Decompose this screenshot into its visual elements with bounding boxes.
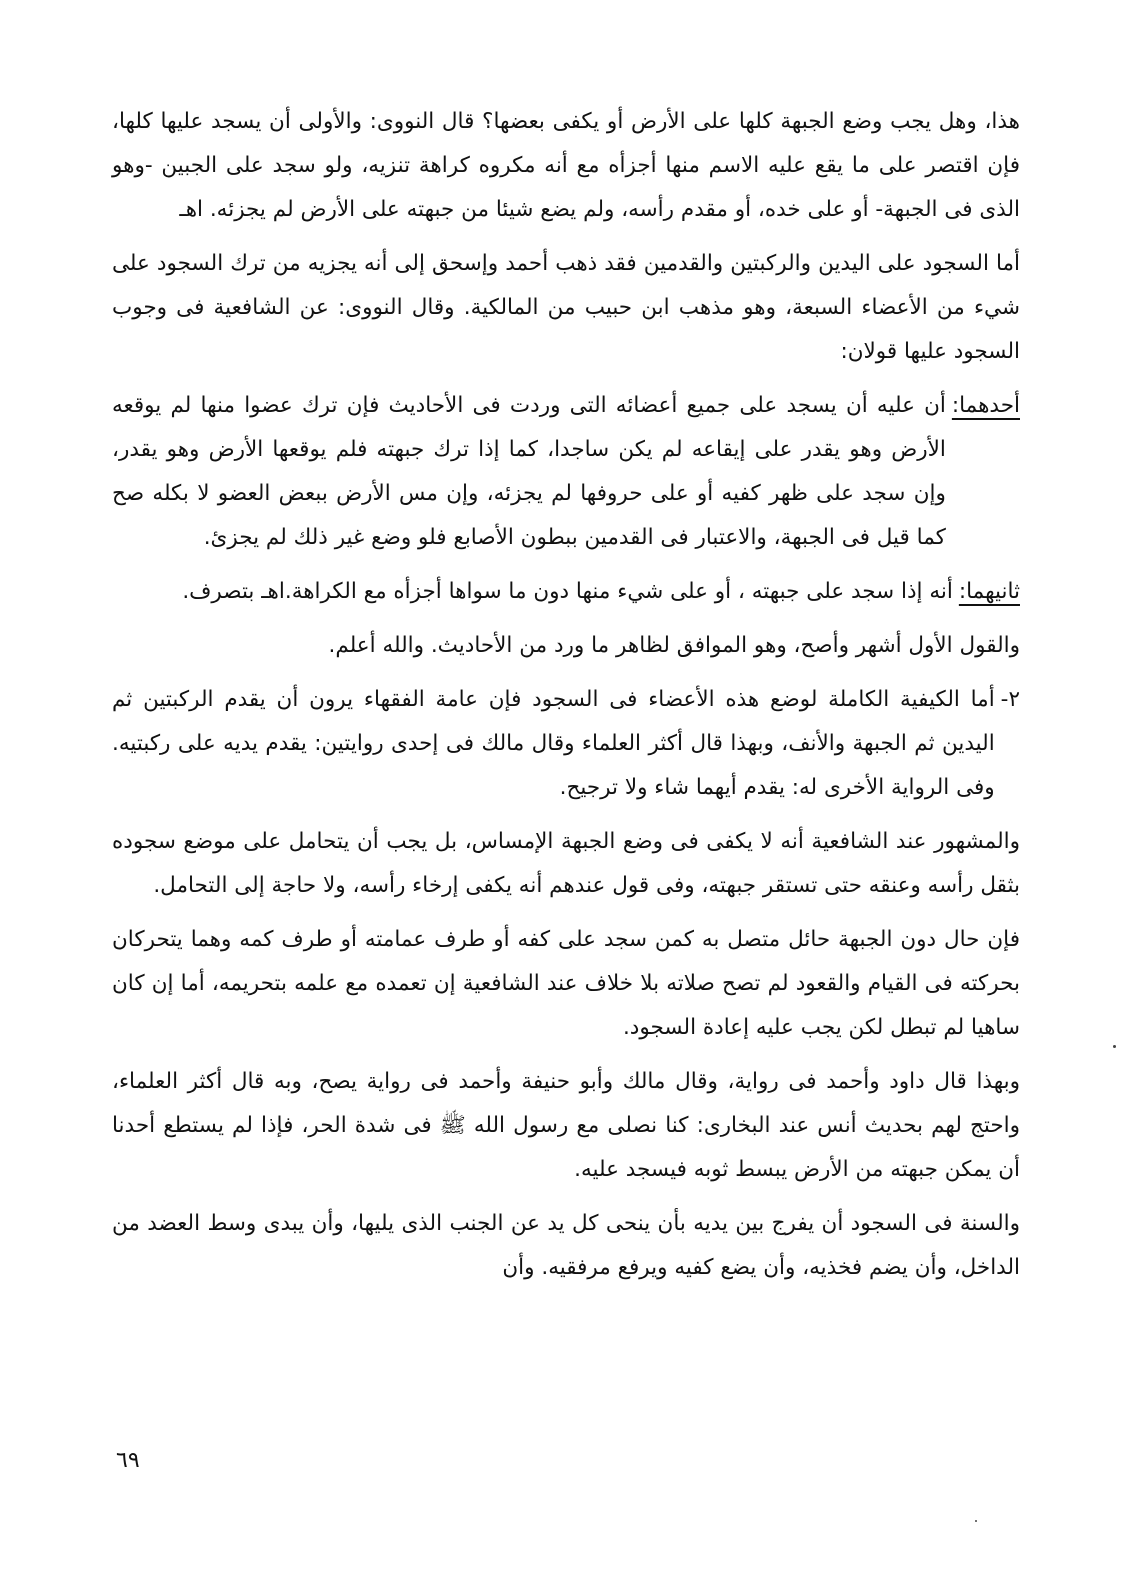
numbered-point-2 xyxy=(112,678,1020,810)
scan-speck xyxy=(1113,1045,1116,1048)
opinion-second xyxy=(112,570,1020,614)
paragraph-barrier: فإن حال دون الجبهة حائل متصل به كمن سجد على كفه أو طرف عمامته أو طرف كمه وهما يتحركان بحركته فى القيام والقعود لم تصح صلاته بلا خلاف عند الشافعية إن تعمده مع علمه بتحريمه، أما إن كان ساهيا لم تبطل لكن يجب عليه إعادة السجود. xyxy=(112,927,1020,1040)
page-body xyxy=(112,100,1020,1300)
page-number: ٦٩ xyxy=(116,1448,140,1473)
opinion-first xyxy=(112,384,1020,560)
paragraph-sunnah: والسنة فى السجود أن يفرج بين يديه بأن ينحى كل يد عن الجنب الذى يليها، وأن يبدى وسط العضد من الداخل، وأن يضم فخذيه، وأن يضع كفيه ويرفع مرفقيه. وأن xyxy=(112,1211,1020,1280)
paragraph-conclusion: والقول الأول أشهر وأصح، وهو الموافق لظاهر ما ورد من الأحاديث. والله أعلم. xyxy=(328,633,1020,658)
numbered-point-2-marker: ٢- xyxy=(1000,687,1020,712)
opinion-first-text: أن عليه أن يسجد على جميع أعضائه التى وردت فى الأحاديث فإن ترك عضوا منها لم يوقعه الأرض وهو يقدر على إيقاعه لم يكن ساجدا، كما إذا ترك جبهته فلم يوقعها الأرض وهو يقدر، وإن سجد على ظهر كفيه أو على حروفها لم يجزئه، وإن مس الأرض ببعض العضو لا بكله صح كما قيل فى الجبهة، والاعتبار فى القدمين ببطون الأصابع فلو وضع غير ذلك لم يجزئ. xyxy=(112,393,946,550)
paragraph-hadith: وبهذا قال داود وأحمد فى رواية، وقال مالك وأبو حنيفة وأحمد فى رواية يصح، وبه قال أكثر العلماء، واحتج لهم بحديث أنس عند البخارى: كنا نصلى مع رسول الله ﷺ فى شدة الحر، فإذا لم يستطع أحدنا أن يمكن جبهته من الأرض يبسط ثوبه فيسجد عليه. xyxy=(112,1069,1020,1182)
opinion-first-marker xyxy=(946,384,1020,560)
paragraph-limbs: أما السجود على اليدين والركبتين والقدمين فقد ذهب أحمد وإسحق إلى أنه يجزيه من ترك السجود على شيء من الأعضاء السبعة، وهو مذهب ابن حبيب من المالكية. وقال النووى: عن الشافعية فى وجوب السجود عليها قولان: xyxy=(112,251,1020,364)
opinion-second-text: أنه إذا سجد على جبهته ، أو على شيء منها دون ما سواها أجزأه مع الكراهة.اهـ بتصرف. xyxy=(182,579,953,604)
scan-speck xyxy=(975,1520,977,1522)
paragraph-forehead: هذا، وهل يجب وضع الجبهة كلها على الأرض أو يكفى بعضها؟ قال النووى: والأولى أن يسجد عليها كلها، فإن اقتصر على ما يقع عليه الاسم منها أجزأه مع أنه مكروه كراهة تنزيه، ولو سجد على الجبين -وهو الذى فى الجبهة- أو على خده، أو مقدم رأسه، ولم يضع شيئا من جبهته على الأرض لم يجزئه. اهـ xyxy=(112,109,1020,222)
paragraph-shafii: والمشهور عند الشافعية أنه لا يكفى فى وضع الجبهة الإمساس، بل يجب أن يتحامل على موضع سجوده بثقل رأسه وعنقه حتى تستقر جبهته، وفى قول عندهم أنه يكفى إرخاء رأسه، ولا حاجة إلى التحامل. xyxy=(112,829,1020,898)
opinion-first-label: أحدهما: xyxy=(951,393,1020,418)
opinion-second-marker xyxy=(953,570,1020,614)
numbered-point-2-text: أما الكيفية الكاملة لوضع هذه الأعضاء فى السجود فإن عامة الفقهاء يرون أن يقدم الركبتين ثم اليدين ثم الجبهة والأنف، وبهذا قال أكثر العلماء وقال مالك فى إحدى روايتين: يقدم يديه على ركبتيه. وفى الرواية الأخرى له: يقدم أيهما شاء ولا ترجيح. xyxy=(112,687,995,800)
opinion-second-label: ثانيهما: xyxy=(958,579,1020,604)
